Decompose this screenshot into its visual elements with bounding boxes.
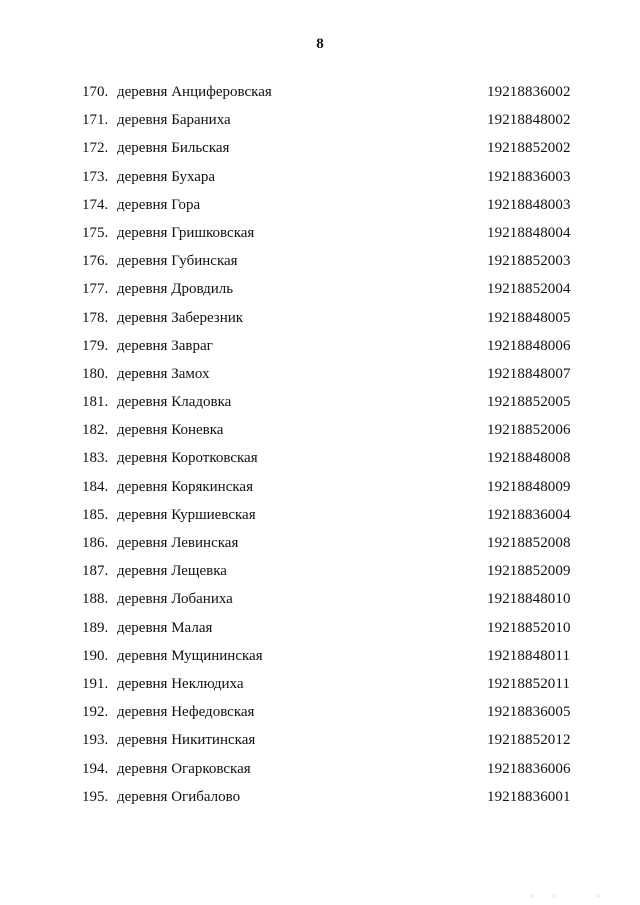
settlement-name: деревня Никитинская — [117, 732, 256, 749]
settlement-name: деревня Коневка — [117, 422, 224, 439]
list-item — [82, 279, 602, 307]
oktmo-code: 19218852012 — [487, 732, 571, 749]
list-item — [82, 787, 602, 815]
settlement-name: деревня Малая — [117, 619, 213, 636]
item-number: 181. — [82, 394, 109, 411]
list-item — [82, 702, 602, 730]
oktmo-code: 19218836005 — [487, 704, 571, 721]
item-number: 190. — [82, 647, 109, 664]
settlement-name: деревня Завраг — [117, 337, 213, 354]
settlement-name: деревня Лещевка — [117, 563, 227, 580]
list-item — [82, 110, 602, 138]
item-number: 175. — [82, 224, 109, 241]
oktmo-code: 19218852003 — [487, 253, 571, 270]
list-item — [82, 82, 602, 110]
item-number: 176. — [82, 253, 109, 270]
oktmo-code: 19218836003 — [487, 168, 571, 185]
item-number: 185. — [82, 506, 109, 523]
list-item — [82, 589, 602, 617]
scan-marks: ·· · — [530, 892, 620, 901]
settlement-name: деревня Гора — [117, 196, 201, 213]
list-item — [82, 505, 602, 533]
settlement-name: деревня Анциферовская — [117, 84, 272, 100]
list-item — [82, 336, 602, 364]
oktmo-code: 19218848002 — [487, 112, 571, 129]
list-item — [82, 392, 602, 420]
item-number: 173. — [82, 168, 109, 185]
oktmo-code: 19218836001 — [487, 788, 571, 805]
item-number: 192. — [82, 704, 109, 721]
settlement-name: деревня Кладовка — [117, 394, 232, 411]
item-number: 182. — [82, 422, 109, 439]
settlement-name: деревня Бухара — [117, 168, 216, 185]
list-item — [82, 364, 602, 392]
oktmo-code: 19218836006 — [487, 760, 571, 777]
item-number: 172. — [82, 140, 109, 157]
page-number: 8 — [316, 36, 324, 52]
oktmo-code: 19218848004 — [487, 224, 571, 241]
item-number: 180. — [82, 365, 109, 382]
list-item — [82, 533, 602, 561]
oktmo-code: 19218836002 — [487, 84, 571, 100]
settlement-name: деревня Дровдиль — [117, 281, 234, 298]
settlement-name: деревня Корякинская — [117, 478, 253, 495]
item-number: 193. — [82, 732, 109, 749]
item-number: 188. — [82, 591, 109, 608]
list-item — [82, 167, 602, 195]
settlement-name: деревня Огарковская — [117, 760, 251, 777]
settlement-name: деревня Мущининская — [117, 647, 263, 664]
oktmo-code: 19218848003 — [487, 196, 571, 213]
settlement-name: деревня Лобаниха — [117, 591, 233, 608]
settlement-name: деревня Нефедовская — [117, 704, 255, 721]
oktmo-code: 19218852004 — [487, 281, 571, 298]
list-item — [82, 195, 602, 223]
item-number: 171. — [82, 112, 109, 129]
oktmo-code: 19218848011 — [487, 647, 571, 664]
list-item — [82, 730, 602, 758]
item-number: 177. — [82, 281, 109, 298]
list-item — [82, 420, 602, 448]
item-number: 184. — [82, 478, 109, 495]
settlement-name: деревня Коротковская — [117, 450, 258, 467]
oktmo-code: 19218848009 — [487, 478, 571, 495]
oktmo-code: 19218852011 — [487, 675, 571, 692]
oktmo-code: 19218848005 — [487, 309, 571, 326]
list-item — [82, 618, 602, 646]
list-item — [82, 674, 602, 702]
list-item — [82, 759, 602, 787]
item-number: 187. — [82, 563, 109, 580]
oktmo-code: 19218848006 — [487, 337, 571, 354]
item-number: 178. — [82, 309, 109, 326]
list-item — [82, 561, 602, 589]
oktmo-code: 19218852008 — [487, 535, 571, 551]
item-number: 183. — [82, 450, 109, 467]
item-number: 170. — [82, 84, 109, 100]
oktmo-code: 19218852010 — [487, 619, 571, 636]
settlement-name: деревня Левинская — [117, 535, 239, 551]
item-number: 194. — [82, 760, 109, 777]
item-number: 195. — [82, 788, 109, 805]
settlement-name: деревня Губинская — [117, 253, 238, 270]
settlement-name: деревня Бараниха — [117, 112, 231, 129]
settlement-name: деревня Замох — [117, 365, 210, 382]
settlement-name: деревня Бильская — [117, 140, 230, 157]
list-item — [82, 251, 602, 279]
list-item — [82, 448, 602, 476]
item-number: 189. — [82, 619, 109, 636]
list-item — [82, 477, 602, 505]
settlement-name: деревня Куршиевская — [117, 506, 256, 523]
settlement-name: деревня Гришковская — [117, 224, 255, 241]
item-number: 186. — [82, 535, 109, 551]
list-item — [82, 646, 602, 674]
oktmo-code: 19218848008 — [487, 450, 571, 467]
oktmo-code: 19218852006 — [487, 422, 571, 439]
oktmo-code: 19218852005 — [487, 394, 571, 411]
oktmo-code: 19218848007 — [487, 365, 571, 382]
list-item — [82, 138, 602, 166]
oktmo-code: 19218852009 — [487, 563, 571, 580]
item-number: 179. — [82, 337, 109, 354]
oktmo-code: 19218852002 — [487, 140, 571, 157]
settlement-name: деревня Неклюдиха — [117, 675, 244, 692]
oktmo-code: 19218848010 — [487, 591, 571, 608]
settlement-name: деревня Заберезник — [117, 309, 244, 326]
settlement-list — [82, 82, 602, 815]
list-item — [82, 223, 602, 251]
settlement-name: деревня Огибалово — [117, 788, 241, 805]
item-number: 191. — [82, 675, 109, 692]
list-item — [82, 308, 602, 336]
item-number: 174. — [82, 196, 109, 213]
oktmo-code: 19218836004 — [487, 506, 571, 523]
